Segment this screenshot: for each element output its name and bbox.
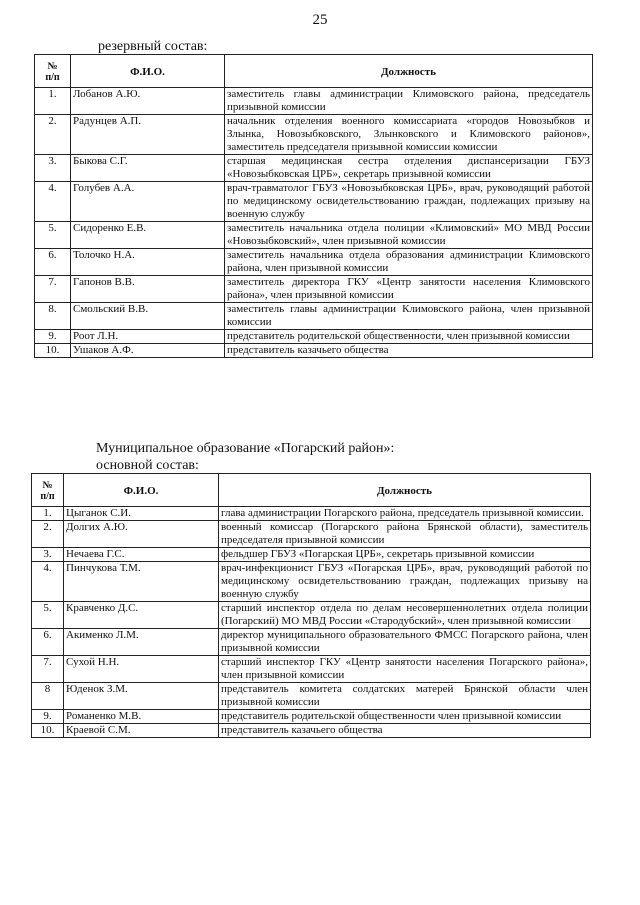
header-full-name: Ф.И.О.: [71, 55, 225, 88]
table-row: [32, 683, 591, 710]
table-row: [35, 303, 593, 330]
row-number: 9.: [35, 330, 71, 344]
member-name: Толочко Н.А.: [71, 249, 225, 276]
row-number: 1.: [32, 507, 64, 521]
member-position: заместитель начальника отдела полиции «Климовский» МО МВД России «Новозыбковский», член призывной комиссии: [225, 222, 593, 249]
member-name: Сидоренко Е.В.: [71, 222, 225, 249]
member-position: заместитель директора ГКУ «Центр занятости населения Климовского района», член призывной комиссии: [225, 276, 593, 303]
reserve-commission-table: [34, 54, 593, 358]
member-position: заместитель главы администрации Климовского района, председатель призывной комиссии: [225, 88, 593, 115]
member-position: представитель родительской общественности, член призывной комиссии: [225, 330, 593, 344]
member-position: фельдшер ГБУЗ «Погарская ЦРБ», секретарь призывной комиссии: [219, 548, 591, 562]
member-position: представитель казачьего общества: [219, 724, 591, 738]
table-row: [35, 222, 593, 249]
member-name: Юденок З.М.: [64, 683, 219, 710]
row-number: 2.: [35, 115, 71, 155]
row-number: 5.: [35, 222, 71, 249]
table-row: [32, 724, 591, 738]
main-composition-caption: основной состав:: [96, 458, 199, 473]
member-name: Быкова С.Г.: [71, 155, 225, 182]
member-name: Краевой С.М.: [64, 724, 219, 738]
member-position: старший инспектор ГКУ «Центр занятости населения Погарского района», член призывной комиссии: [219, 656, 591, 683]
main-commission-table: [31, 473, 591, 738]
table-row: [32, 562, 591, 602]
header-number: № п/п: [35, 55, 71, 88]
member-position: врач-травматолог ГБУЗ «Новозыбковская ЦРБ», врач, руководящий работой по медицинскому освидетельствованию граждан, подлежащих призыву на военную службу: [225, 182, 593, 222]
table-row: [32, 602, 591, 629]
table-row: [35, 88, 593, 115]
row-number: 3.: [32, 548, 64, 562]
table-row: [35, 344, 593, 358]
member-name: Голубев А.А.: [71, 182, 225, 222]
header-full-name: Ф.И.О.: [64, 474, 219, 507]
member-name: Сухой Н.Н.: [64, 656, 219, 683]
member-name: Ушаков А.Ф.: [71, 344, 225, 358]
table-row: [32, 629, 591, 656]
member-name: Смольский В.В.: [71, 303, 225, 330]
member-position: военный комиссар (Погарского района Брянской области), заместитель председателя призывной комиссии: [219, 521, 591, 548]
row-number: 3.: [35, 155, 71, 182]
member-name: Роот Л.Н.: [71, 330, 225, 344]
table-row: [32, 521, 591, 548]
member-position: старшая медицинская сестра отделения диспансеризации ГБУЗ «Новозыбковская ЦРБ», секретарь призывной комиссии: [225, 155, 593, 182]
table-row: [32, 507, 591, 521]
table-row: [35, 182, 593, 222]
row-number: 6.: [32, 629, 64, 656]
row-number: 10.: [35, 344, 71, 358]
member-name: Долгих А.Ю.: [64, 521, 219, 548]
table-row: [35, 115, 593, 155]
row-number: 1.: [35, 88, 71, 115]
table-row: [32, 548, 591, 562]
row-number: 5.: [32, 602, 64, 629]
page-number: 25: [312, 12, 328, 28]
row-number: 8.: [35, 303, 71, 330]
row-number: 9.: [32, 710, 64, 724]
row-number: 8: [32, 683, 64, 710]
row-number: 10.: [32, 724, 64, 738]
header-position: Должность: [225, 55, 593, 88]
member-name: Романенко М.В.: [64, 710, 219, 724]
header-number: № п/п: [32, 474, 64, 507]
member-position: врач-инфекционист ГБУЗ «Погарская ЦРБ», врач, руководящий работой по медицинскому освидетельствованию граждан, подлежащих призыву на военную службу: [219, 562, 591, 602]
table-header-row: [32, 474, 591, 507]
member-position: заместитель главы администрации Климовского района, член призывной комиссии: [225, 303, 593, 330]
member-name: Радунцев А.П.: [71, 115, 225, 155]
member-position: представитель комитета солдатских матерей Брянской области член призывной комиссии: [219, 683, 591, 710]
municipality-caption: Муниципальное образование «Погарский район»:: [96, 441, 395, 456]
reserve-caption: резервный состав:: [98, 39, 208, 54]
member-position: директор муниципального образовательного ФМСС Погарского района, член призывной комиссии: [219, 629, 591, 656]
member-name: Цыганок С.И.: [64, 507, 219, 521]
member-name: Акименко Л.М.: [64, 629, 219, 656]
member-name: Кравченко Д.С.: [64, 602, 219, 629]
row-number: 4.: [35, 182, 71, 222]
table-row: [35, 249, 593, 276]
table-header-row: [35, 55, 593, 88]
row-number: 2.: [32, 521, 64, 548]
member-position: глава администрации Погарского района, председатель призывной комиссии.: [219, 507, 591, 521]
row-number: 4.: [32, 562, 64, 602]
row-number: 7.: [32, 656, 64, 683]
member-name: Пинчукова Т.М.: [64, 562, 219, 602]
member-position: старший инспектор отдела по делам несовершеннолетних отдела полиции (Погарский) МО МВД России «Стародубский», член призывной комиссии: [219, 602, 591, 629]
table-row: [32, 710, 591, 724]
row-number: 7.: [35, 276, 71, 303]
row-number: 6.: [35, 249, 71, 276]
table-row: [35, 276, 593, 303]
member-position: заместитель начальника отдела образования администрации Климовского района, член призывной комиссии: [225, 249, 593, 276]
member-position: начальник отделения военного комиссариата «городов Новозыбков и Злынка, Новозыбковского, Злынковского и Климовского районов», заместитель председателя призывной комиссии комиссии: [225, 115, 593, 155]
member-position: представитель родительской общественности член призывной комиссии: [219, 710, 591, 724]
table-row: [32, 656, 591, 683]
member-name: Нечаева Г.С.: [64, 548, 219, 562]
header-position: Должность: [219, 474, 591, 507]
table-row: [35, 330, 593, 344]
table-row: [35, 155, 593, 182]
member-position: представитель казачьего общества: [225, 344, 593, 358]
member-name: Лобанов А.Ю.: [71, 88, 225, 115]
member-name: Гапонов В.В.: [71, 276, 225, 303]
